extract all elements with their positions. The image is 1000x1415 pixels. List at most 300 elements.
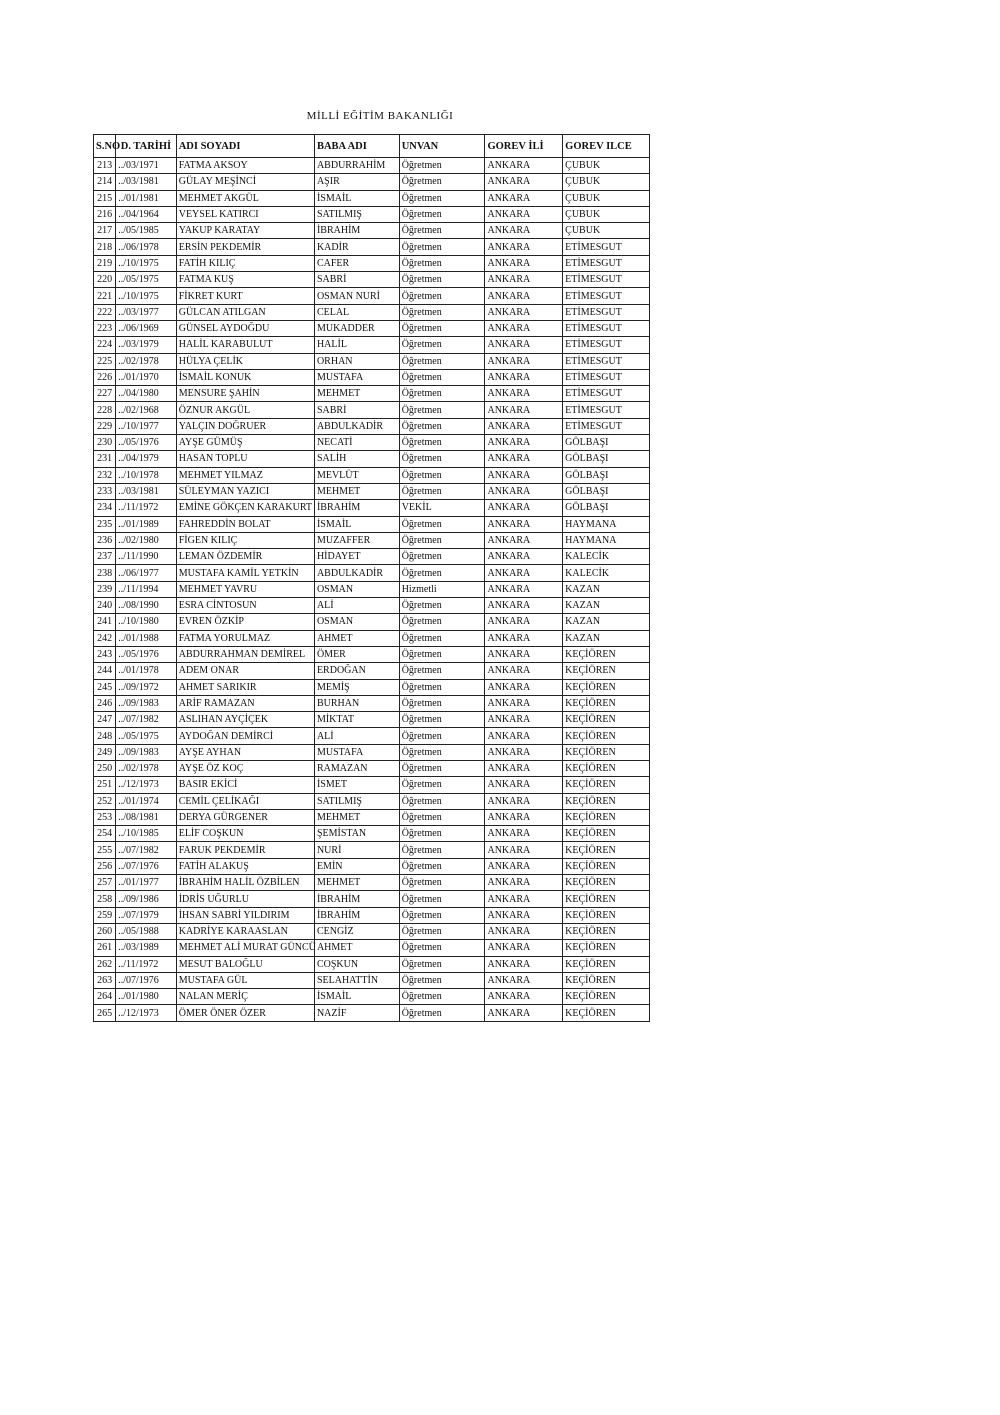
cell-full-name: ÖZNUR AKGÜL: [176, 402, 314, 418]
cell-title: Öğretmen: [399, 158, 485, 174]
cell-district: KALECİK: [563, 565, 650, 581]
cell-district: GÖLBAŞI: [563, 451, 650, 467]
cell-father-name: OSMAN: [314, 614, 399, 630]
cell-province: ANKARA: [485, 581, 563, 597]
cell-title: Öğretmen: [399, 239, 485, 255]
table-row: [94, 614, 650, 630]
cell-district: KEÇİÖREN: [563, 793, 650, 809]
cell-full-name: ELİF COŞKUN: [176, 826, 314, 842]
cell-birth-date: ../10/1977: [116, 418, 177, 434]
cell-title: Öğretmen: [399, 353, 485, 369]
cell-father-name: OSMAN: [314, 581, 399, 597]
cell-birth-date: ../03/1979: [116, 337, 177, 353]
cell-birth-date: ../02/1980: [116, 532, 177, 548]
cell-full-name: FATİH ALAKUŞ: [176, 858, 314, 874]
cell-title: Öğretmen: [399, 565, 485, 581]
cell-title: Öğretmen: [399, 826, 485, 842]
cell-full-name: İHSAN SABRİ YILDIRIM: [176, 907, 314, 923]
cell-title: Öğretmen: [399, 223, 485, 239]
cell-province: ANKARA: [485, 728, 563, 744]
cell-sno: 253: [94, 809, 116, 825]
cell-birth-date: ../02/1968: [116, 402, 177, 418]
cell-province: ANKARA: [485, 760, 563, 776]
cell-birth-date: ../01/1988: [116, 630, 177, 646]
cell-district: ETİMESGUT: [563, 288, 650, 304]
cell-father-name: NAZİF: [314, 1005, 399, 1021]
cell-full-name: FATİH KILIÇ: [176, 255, 314, 271]
cell-birth-date: ../07/1982: [116, 842, 177, 858]
cell-birth-date: ../09/1986: [116, 891, 177, 907]
header-sno: S.NO: [94, 135, 116, 158]
cell-district: KEÇİÖREN: [563, 972, 650, 988]
cell-province: ANKARA: [485, 907, 563, 923]
cell-district: KAZAN: [563, 630, 650, 646]
cell-district: KEÇİÖREN: [563, 712, 650, 728]
cell-full-name: NALAN MERİÇ: [176, 989, 314, 1005]
cell-district: KEÇİÖREN: [563, 940, 650, 956]
cell-sno: 259: [94, 907, 116, 923]
cell-district: ÇUBUK: [563, 190, 650, 206]
cell-district: KEÇİÖREN: [563, 744, 650, 760]
cell-province: ANKARA: [485, 712, 563, 728]
cell-sno: 251: [94, 777, 116, 793]
cell-province: ANKARA: [485, 923, 563, 939]
cell-father-name: MUSTAFA: [314, 744, 399, 760]
cell-father-name: CAFER: [314, 255, 399, 271]
cell-province: ANKARA: [485, 826, 563, 842]
cell-sno: 260: [94, 923, 116, 939]
cell-title: Öğretmen: [399, 386, 485, 402]
cell-province: ANKARA: [485, 402, 563, 418]
cell-sno: 247: [94, 712, 116, 728]
cell-title: Öğretmen: [399, 206, 485, 222]
table-row: [94, 826, 650, 842]
table-row: [94, 223, 650, 239]
cell-title: Öğretmen: [399, 972, 485, 988]
cell-father-name: SATILMIŞ: [314, 206, 399, 222]
cell-full-name: CEMİL ÇELİKAĞI: [176, 793, 314, 809]
cell-father-name: İSMAİL: [314, 516, 399, 532]
cell-sno: 249: [94, 744, 116, 760]
cell-province: ANKARA: [485, 304, 563, 320]
cell-sno: 254: [94, 826, 116, 842]
cell-title: Öğretmen: [399, 272, 485, 288]
cell-title: Öğretmen: [399, 467, 485, 483]
cell-full-name: MEHMET YAVRU: [176, 581, 314, 597]
cell-sno: 250: [94, 760, 116, 776]
cell-district: KEÇİÖREN: [563, 809, 650, 825]
header-father-name: BABA ADI: [314, 135, 399, 158]
cell-sno: 248: [94, 728, 116, 744]
cell-birth-date: ../11/1994: [116, 581, 177, 597]
cell-title: VEKİL: [399, 500, 485, 516]
cell-sno: 265: [94, 1005, 116, 1021]
cell-birth-date: ../10/1985: [116, 826, 177, 842]
table-row: [94, 989, 650, 1005]
cell-birth-date: ../03/1989: [116, 940, 177, 956]
table-row: [94, 386, 650, 402]
cell-father-name: İSMAİL: [314, 989, 399, 1005]
cell-district: KEÇİÖREN: [563, 679, 650, 695]
table-row: [94, 532, 650, 548]
cell-district: ETİMESGUT: [563, 369, 650, 385]
cell-birth-date: ../01/1970: [116, 369, 177, 385]
cell-province: ANKARA: [485, 777, 563, 793]
cell-district: ÇUBUK: [563, 174, 650, 190]
table-row: [94, 712, 650, 728]
table-row: [94, 288, 650, 304]
cell-sno: 241: [94, 614, 116, 630]
cell-full-name: MUSTAFA KAMİL YETKİN: [176, 565, 314, 581]
cell-birth-date: ../03/1981: [116, 483, 177, 499]
table-row: [94, 1005, 650, 1021]
cell-province: ANKARA: [485, 972, 563, 988]
cell-province: ANKARA: [485, 174, 563, 190]
table-row: [94, 320, 650, 336]
cell-province: ANKARA: [485, 989, 563, 1005]
cell-district: ETİMESGUT: [563, 272, 650, 288]
cell-title: Öğretmen: [399, 891, 485, 907]
cell-title: Hizmetli: [399, 581, 485, 597]
cell-district: KAZAN: [563, 598, 650, 614]
table-row: [94, 239, 650, 255]
cell-full-name: YALÇIN DOĞRUER: [176, 418, 314, 434]
cell-birth-date: ../05/1985: [116, 223, 177, 239]
cell-title: Öğretmen: [399, 304, 485, 320]
cell-father-name: ŞEMİSTAN: [314, 826, 399, 842]
cell-title: Öğretmen: [399, 418, 485, 434]
cell-province: ANKARA: [485, 272, 563, 288]
cell-sno: 217: [94, 223, 116, 239]
cell-full-name: EMİNE GÖKÇEN KARAKURT: [176, 500, 314, 516]
header-birth-date: D. TARİHİ: [116, 135, 177, 158]
cell-full-name: HASAN TOPLU: [176, 451, 314, 467]
cell-birth-date: ../06/1977: [116, 565, 177, 581]
cell-birth-date: ../03/1977: [116, 304, 177, 320]
cell-title: Öğretmen: [399, 989, 485, 1005]
cell-province: ANKARA: [485, 891, 563, 907]
cell-sno: 246: [94, 695, 116, 711]
cell-province: ANKARA: [485, 320, 563, 336]
table-row: [94, 793, 650, 809]
cell-father-name: HALİL: [314, 337, 399, 353]
cell-full-name: ASLIHAN AYÇİÇEK: [176, 712, 314, 728]
cell-sno: 218: [94, 239, 116, 255]
cell-birth-date: ../01/1980: [116, 989, 177, 1005]
cell-title: Öğretmen: [399, 712, 485, 728]
table-row: [94, 158, 650, 174]
cell-full-name: HÜLYA ÇELİK: [176, 353, 314, 369]
cell-province: ANKARA: [485, 369, 563, 385]
cell-full-name: MEHMET ALİ MURAT GÜNCÜ: [176, 940, 314, 956]
cell-title: Öğretmen: [399, 369, 485, 385]
cell-father-name: ALİ: [314, 728, 399, 744]
table-row: [94, 467, 650, 483]
cell-father-name: ÖMER: [314, 646, 399, 662]
cell-sno: 264: [94, 989, 116, 1005]
cell-title: Öğretmen: [399, 695, 485, 711]
cell-sno: 231: [94, 451, 116, 467]
cell-district: ETİMESGUT: [563, 239, 650, 255]
cell-title: Öğretmen: [399, 451, 485, 467]
cell-sno: 219: [94, 255, 116, 271]
cell-father-name: AHMET: [314, 940, 399, 956]
cell-title: Öğretmen: [399, 532, 485, 548]
cell-father-name: SATILMIŞ: [314, 793, 399, 809]
cell-sno: 228: [94, 402, 116, 418]
cell-district: ETİMESGUT: [563, 304, 650, 320]
cell-father-name: İBRAHİM: [314, 907, 399, 923]
cell-father-name: MUSTAFA: [314, 369, 399, 385]
cell-birth-date: ../04/1964: [116, 206, 177, 222]
cell-district: ETİMESGUT: [563, 418, 650, 434]
table-row: [94, 695, 650, 711]
cell-province: ANKARA: [485, 875, 563, 891]
cell-father-name: MEHMET: [314, 483, 399, 499]
cell-full-name: AYŞE ÖZ KOÇ: [176, 760, 314, 776]
cell-district: KEÇİÖREN: [563, 728, 650, 744]
table-row: [94, 940, 650, 956]
cell-title: Öğretmen: [399, 907, 485, 923]
table-row: [94, 337, 650, 353]
table-row: [94, 272, 650, 288]
cell-father-name: MEVLÜT: [314, 467, 399, 483]
table-row: [94, 500, 650, 516]
cell-province: ANKARA: [485, 695, 563, 711]
cell-province: ANKARA: [485, 223, 563, 239]
table-row: [94, 728, 650, 744]
cell-district: KEÇİÖREN: [563, 907, 650, 923]
cell-title: Öğretmen: [399, 858, 485, 874]
cell-title: Öğretmen: [399, 679, 485, 695]
cell-district: KEÇİÖREN: [563, 777, 650, 793]
cell-birth-date: ../04/1980: [116, 386, 177, 402]
cell-full-name: İDRİS UĞURLU: [176, 891, 314, 907]
cell-birth-date: ../12/1973: [116, 1005, 177, 1021]
cell-district: ETİMESGUT: [563, 402, 650, 418]
cell-district: ETİMESGUT: [563, 386, 650, 402]
cell-province: ANKARA: [485, 239, 563, 255]
table-row: [94, 809, 650, 825]
table-row: [94, 646, 650, 662]
cell-province: ANKARA: [485, 451, 563, 467]
cell-district: ÇUBUK: [563, 158, 650, 174]
table-row: [94, 581, 650, 597]
cell-title: Öğretmen: [399, 337, 485, 353]
cell-province: ANKARA: [485, 255, 563, 271]
cell-province: ANKARA: [485, 630, 563, 646]
cell-sno: 220: [94, 272, 116, 288]
cell-sno: 257: [94, 875, 116, 891]
cell-sno: 261: [94, 940, 116, 956]
cell-birth-date: ../07/1976: [116, 858, 177, 874]
cell-province: ANKARA: [485, 467, 563, 483]
cell-district: KEÇİÖREN: [563, 760, 650, 776]
cell-sno: 245: [94, 679, 116, 695]
cell-title: Öğretmen: [399, 483, 485, 499]
cell-birth-date: ../11/1972: [116, 956, 177, 972]
cell-full-name: YAKUP KARATAY: [176, 223, 314, 239]
cell-full-name: MUSTAFA GÜL: [176, 972, 314, 988]
cell-father-name: RAMAZAN: [314, 760, 399, 776]
cell-province: ANKARA: [485, 663, 563, 679]
cell-full-name: GÜLAY MEŞİNCİ: [176, 174, 314, 190]
cell-sno: 242: [94, 630, 116, 646]
header-title: UNVAN: [399, 135, 485, 158]
table-row: [94, 516, 650, 532]
cell-birth-date: ../07/1982: [116, 712, 177, 728]
cell-province: ANKARA: [485, 956, 563, 972]
table-row: [94, 663, 650, 679]
cell-district: KEÇİÖREN: [563, 875, 650, 891]
cell-father-name: MEHMET: [314, 875, 399, 891]
cell-district: ETİMESGUT: [563, 255, 650, 271]
cell-district: GÖLBAŞI: [563, 483, 650, 499]
cell-birth-date: ../05/1976: [116, 646, 177, 662]
cell-birth-date: ../01/1978: [116, 663, 177, 679]
cell-full-name: İBRAHİM HALİL ÖZBİLEN: [176, 875, 314, 891]
cell-birth-date: ../03/1981: [116, 174, 177, 190]
table-row: [94, 907, 650, 923]
cell-province: ANKARA: [485, 483, 563, 499]
cell-district: ÇUBUK: [563, 223, 650, 239]
cell-district: KEÇİÖREN: [563, 1005, 650, 1021]
cell-province: ANKARA: [485, 614, 563, 630]
cell-father-name: İBRAHİM: [314, 500, 399, 516]
cell-birth-date: ../01/1974: [116, 793, 177, 809]
cell-sno: 239: [94, 581, 116, 597]
cell-birth-date: ../10/1975: [116, 288, 177, 304]
cell-full-name: LEMAN ÖZDEMİR: [176, 549, 314, 565]
cell-full-name: EVREN ÖZKİP: [176, 614, 314, 630]
cell-sno: 229: [94, 418, 116, 434]
cell-full-name: FATMA KUŞ: [176, 272, 314, 288]
cell-sno: 215: [94, 190, 116, 206]
cell-full-name: MENSURE ŞAHİN: [176, 386, 314, 402]
cell-full-name: MESUT BALOĞLU: [176, 956, 314, 972]
cell-full-name: AYDOĞAN DEMİRCİ: [176, 728, 314, 744]
table-row: [94, 353, 650, 369]
cell-father-name: MİKTAT: [314, 712, 399, 728]
cell-father-name: İSMET: [314, 777, 399, 793]
cell-title: Öğretmen: [399, 663, 485, 679]
table-row: [94, 972, 650, 988]
cell-full-name: BASIR EKİCİ: [176, 777, 314, 793]
cell-district: GÖLBAŞI: [563, 435, 650, 451]
cell-father-name: CELAL: [314, 304, 399, 320]
cell-title: Öğretmen: [399, 402, 485, 418]
cell-father-name: CENGİZ: [314, 923, 399, 939]
cell-full-name: AHMET SARIKIR: [176, 679, 314, 695]
cell-province: ANKARA: [485, 940, 563, 956]
cell-birth-date: ../07/1979: [116, 907, 177, 923]
header-province: GOREV İLİ: [485, 135, 563, 158]
cell-province: ANKARA: [485, 337, 563, 353]
cell-sno: 227: [94, 386, 116, 402]
cell-title: Öğretmen: [399, 598, 485, 614]
cell-district: ÇUBUK: [563, 206, 650, 222]
table-row: [94, 206, 650, 222]
cell-province: ANKARA: [485, 809, 563, 825]
cell-district: KEÇİÖREN: [563, 956, 650, 972]
cell-full-name: MEHMET AKGÜL: [176, 190, 314, 206]
cell-sno: 243: [94, 646, 116, 662]
cell-full-name: FATMA AKSOY: [176, 158, 314, 174]
cell-father-name: SABRİ: [314, 272, 399, 288]
cell-birth-date: ../07/1976: [116, 972, 177, 988]
cell-district: KEÇİÖREN: [563, 923, 650, 939]
cell-sno: 235: [94, 516, 116, 532]
cell-sno: 234: [94, 500, 116, 516]
table-row: [94, 679, 650, 695]
cell-father-name: ERDOĞAN: [314, 663, 399, 679]
cell-title: Öğretmen: [399, 809, 485, 825]
cell-province: ANKARA: [485, 190, 563, 206]
cell-birth-date: ../05/1988: [116, 923, 177, 939]
cell-full-name: GÜNSEL AYDOĞDU: [176, 320, 314, 336]
table-row: [94, 402, 650, 418]
table-row: [94, 760, 650, 776]
cell-birth-date: ../08/1981: [116, 809, 177, 825]
cell-province: ANKARA: [485, 418, 563, 434]
cell-father-name: SALİH: [314, 451, 399, 467]
cell-birth-date: ../12/1973: [116, 777, 177, 793]
cell-birth-date: ../09/1972: [116, 679, 177, 695]
cell-sno: 230: [94, 435, 116, 451]
cell-full-name: MEHMET YILMAZ: [176, 467, 314, 483]
cell-birth-date: ../06/1978: [116, 239, 177, 255]
cell-title: Öğretmen: [399, 842, 485, 858]
table-row: [94, 891, 650, 907]
cell-province: ANKARA: [485, 858, 563, 874]
header-full-name: ADI SOYADI: [176, 135, 314, 158]
cell-sno: 252: [94, 793, 116, 809]
cell-province: ANKARA: [485, 353, 563, 369]
table-header-row: [94, 135, 650, 158]
cell-full-name: ADEM ONAR: [176, 663, 314, 679]
cell-province: ANKARA: [485, 435, 563, 451]
cell-title: Öğretmen: [399, 956, 485, 972]
cell-title: Öğretmen: [399, 728, 485, 744]
table-row: [94, 451, 650, 467]
cell-province: ANKARA: [485, 532, 563, 548]
header-district: GOREV ILCE: [563, 135, 650, 158]
cell-father-name: İBRAHİM: [314, 891, 399, 907]
cell-district: KEÇİÖREN: [563, 989, 650, 1005]
cell-father-name: COŞKUN: [314, 956, 399, 972]
cell-title: Öğretmen: [399, 793, 485, 809]
cell-sno: 255: [94, 842, 116, 858]
cell-province: ANKARA: [485, 793, 563, 809]
cell-birth-date: ../05/1975: [116, 728, 177, 744]
cell-title: Öğretmen: [399, 516, 485, 532]
cell-sno: 244: [94, 663, 116, 679]
cell-sno: 221: [94, 288, 116, 304]
cell-province: ANKARA: [485, 646, 563, 662]
cell-district: HAYMANA: [563, 516, 650, 532]
cell-birth-date: ../09/1983: [116, 695, 177, 711]
table-row: [94, 858, 650, 874]
cell-province: ANKARA: [485, 288, 563, 304]
cell-title: Öğretmen: [399, 923, 485, 939]
cell-full-name: FARUK PEKDEMİR: [176, 842, 314, 858]
cell-sno: 238: [94, 565, 116, 581]
cell-full-name: FİKRET KURT: [176, 288, 314, 304]
cell-sno: 226: [94, 369, 116, 385]
cell-birth-date: ../10/1980: [116, 614, 177, 630]
cell-father-name: MUKADDER: [314, 320, 399, 336]
cell-sno: 237: [94, 549, 116, 565]
